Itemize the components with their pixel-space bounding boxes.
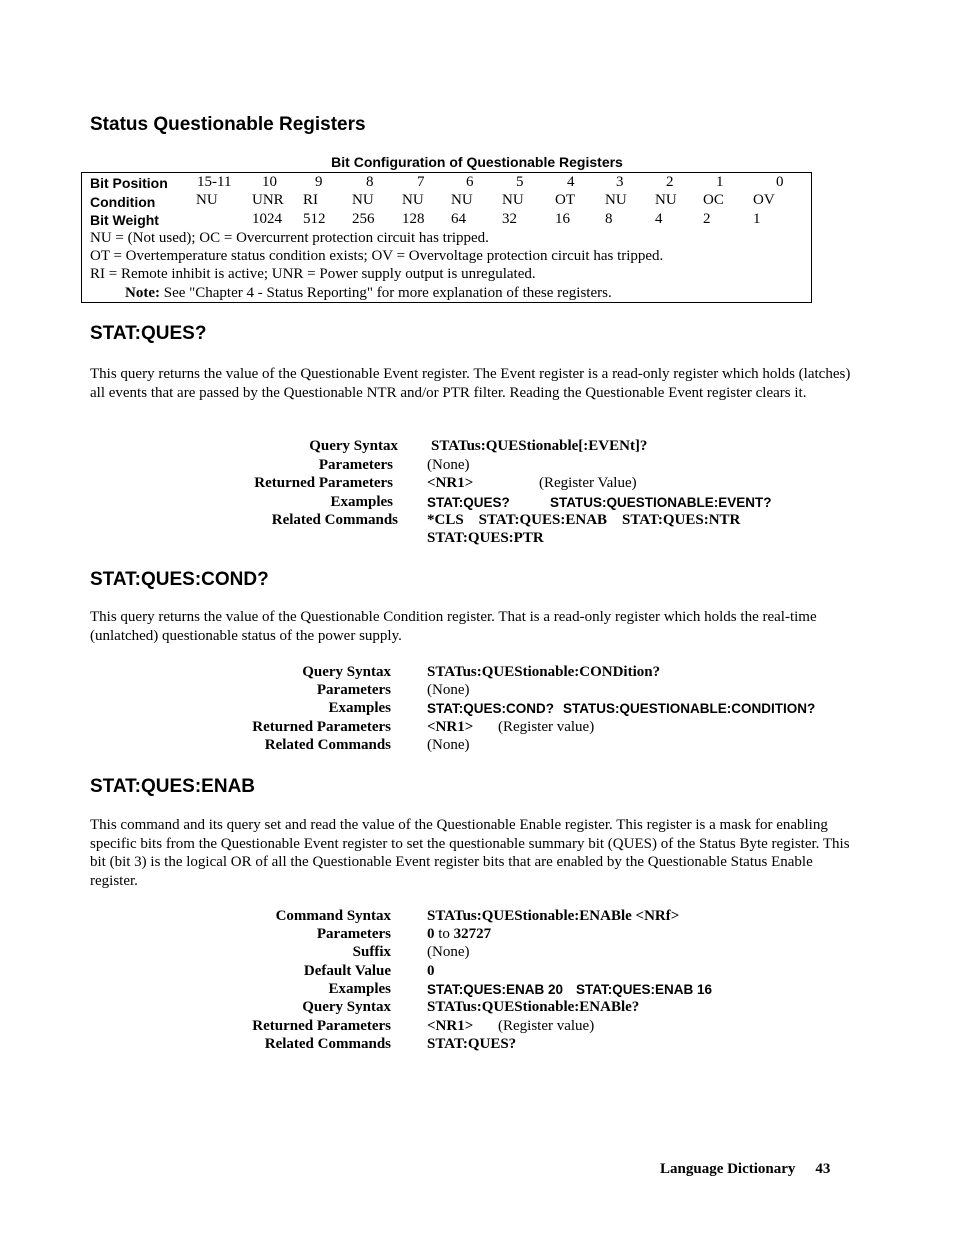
table-note-line: NU = (Not used); OC = Overcurrent protection circuit has tripped. xyxy=(90,230,489,246)
bit-weight-cell: 32 xyxy=(502,211,517,227)
bit-position-cell: 2 xyxy=(666,174,674,190)
condition-cell: NU xyxy=(352,192,374,208)
description-stat-ques-cond: This query returns the value of the Questionable Condition register. That is a read-only register which holds the real-time (unlatched) questionable status of the power supply. xyxy=(90,609,817,644)
value-related-commands: STAT:QUES? xyxy=(427,1036,517,1052)
value-suffix: (None) xyxy=(427,944,470,960)
label-command-syntax: Command Syntax xyxy=(275,908,391,924)
label-parameters: Parameters xyxy=(318,457,393,473)
value-returned-desc: (Register value) xyxy=(498,1018,595,1034)
bit-weight-cell: 256 xyxy=(352,211,375,227)
bit-position-cell: 1 xyxy=(716,174,724,190)
label-returned-parameters: Returned Parameters xyxy=(252,1018,391,1034)
value-default: 0 xyxy=(427,963,435,979)
footer-section: Language Dictionary xyxy=(660,1161,796,1177)
example-1: STAT:QUES:ENAB 20 xyxy=(427,982,564,997)
value-returned-code: <NR1> xyxy=(427,719,474,735)
bit-weight-cell: 8 xyxy=(605,211,613,227)
bit-weight-cell: 1024 xyxy=(252,211,282,227)
value-query-syntax: STATus:QUEStionable:ENABle? xyxy=(427,999,640,1015)
condition-cell: NU xyxy=(402,192,424,208)
param-max: 32727 xyxy=(453,926,492,942)
bit-weight-cell: 512 xyxy=(303,211,326,227)
example-2: STATUS:QUESTIONABLE:CONDITION? xyxy=(563,701,816,716)
bit-position-cell: 3 xyxy=(616,174,624,190)
condition-cell: NU xyxy=(502,192,524,208)
bit-position-cell: 0 xyxy=(776,174,784,190)
bit-weight-cell: 128 xyxy=(402,211,425,227)
value-returned-desc: (Register Value) xyxy=(539,475,637,491)
bit-weight-cell: 4 xyxy=(655,211,663,227)
row-label-bit-weight: Bit Weight xyxy=(90,212,159,228)
bit-position-cell: 5 xyxy=(516,174,524,190)
bit-weight-cell: 1 xyxy=(753,211,761,227)
description-stat-ques: This query returns the value of the Questionable Event register. The Event register is a read-only register which holds (latches) all events that are passed by the Questionable NTR and/or PTR filter. Reading the Questionable Event register clears it. xyxy=(90,366,851,401)
value-parameters: (None) xyxy=(427,682,470,698)
bit-weight-cell: 64 xyxy=(451,211,466,227)
table-note xyxy=(125,285,612,302)
label-parameters: Parameters xyxy=(316,682,391,698)
value-command-syntax: STATus:QUEStionable:ENABle <NRf> xyxy=(427,908,680,924)
param-min: 0 xyxy=(427,926,435,942)
value-related-commands-cont: STAT:QUES:PTR xyxy=(427,530,544,546)
condition-cell: NU xyxy=(605,192,627,208)
label-returned-parameters: Returned Parameters xyxy=(252,719,391,735)
label-query-syntax: Query Syntax xyxy=(309,438,398,454)
bit-position-cell: 15-11 xyxy=(197,174,232,190)
bit-weight-cell: 16 xyxy=(555,211,570,227)
label-returned-parameters: Returned Parameters xyxy=(254,475,393,491)
row-label-bit-position: Bit Position xyxy=(90,175,168,191)
table-note-line: RI = Remote inhibit is active; UNR = Power supply output is unregulated. xyxy=(90,266,536,282)
label-query-syntax: Query Syntax xyxy=(302,664,391,680)
label-related-commands: Related Commands xyxy=(264,737,391,753)
condition-cell: NU xyxy=(196,192,218,208)
row-label-condition: Condition xyxy=(90,194,156,210)
value-returned-desc: (Register value) xyxy=(498,719,595,735)
label-query-syntax: Query Syntax xyxy=(302,999,391,1015)
bit-weight-cell: 2 xyxy=(703,211,711,227)
bit-position-cell: 8 xyxy=(366,174,374,190)
example-1: STAT:QUES? xyxy=(427,495,510,510)
example-2: STAT:QUES:ENAB 16 xyxy=(576,982,713,997)
condition-cell: UNR xyxy=(252,192,284,208)
label-examples: Examples xyxy=(328,981,391,997)
label-parameters: Parameters xyxy=(316,926,391,942)
condition-cell: OT xyxy=(555,192,575,208)
condition-cell: OV xyxy=(753,192,775,208)
condition-cell: OC xyxy=(703,192,724,208)
table-caption: Bit Configuration of Questionable Registers xyxy=(331,154,623,170)
label-examples: Examples xyxy=(330,494,393,510)
page-number: 43 xyxy=(815,1161,831,1177)
heading-stat-ques-enab: STAT:QUES:ENAB xyxy=(90,776,256,797)
heading-stat-ques-cond: STAT:QUES:COND? xyxy=(90,569,269,590)
value-related-commands: *CLS STAT:QUES:ENAB STAT:QUES:NTR xyxy=(427,512,741,528)
bit-position-cell: 7 xyxy=(417,174,425,190)
value-returned-code: <NR1> xyxy=(427,1018,474,1034)
label-suffix: Suffix xyxy=(352,944,391,960)
value-returned-code: <NR1> xyxy=(427,475,474,491)
label-examples: Examples xyxy=(328,700,391,716)
condition-cell: RI xyxy=(303,192,318,208)
example-2: STATUS:QUESTIONABLE:EVENT? xyxy=(550,495,772,510)
label-related-commands: Related Commands xyxy=(271,512,398,528)
bit-position-cell: 6 xyxy=(466,174,474,190)
note-text: See "Chapter 4 - Status Reporting" for more explanation of these registers. xyxy=(163,285,612,301)
param-to: to xyxy=(438,926,450,942)
value-parameters: (None) xyxy=(427,457,470,473)
note-label: Note: xyxy=(125,285,160,301)
description-stat-ques-enab: This command and its query set and read the value of the Questionable Enable register. This register is a mask for enabling specific bits from the Questionable Event register to set the questionable summary bit (QUES) of the Status Byte register. This bit (bit 3) is the logical OR of all the Questionable Event register bits that are enabled by the Questionable Status Enable register. xyxy=(90,817,850,889)
bit-position-cell: 4 xyxy=(567,174,575,190)
bit-position-cell: 9 xyxy=(315,174,323,190)
label-default-value: Default Value xyxy=(303,963,391,979)
condition-cell: NU xyxy=(451,192,473,208)
table-note-line: OT = Overtemperature status condition exists; OV = Overvoltage protection circuit has tripped. xyxy=(90,248,664,264)
value-related-commands: (None) xyxy=(427,737,470,753)
label-related-commands: Related Commands xyxy=(264,1036,391,1052)
condition-cell: NU xyxy=(655,192,677,208)
bit-position-cell: 10 xyxy=(262,174,277,190)
value-query-syntax: STATus:QUEStionable[:EVENt]? xyxy=(431,438,648,454)
value-parameters xyxy=(427,926,491,943)
section-title: Status Questionable Registers xyxy=(90,114,366,135)
heading-stat-ques: STAT:QUES? xyxy=(90,323,207,344)
example-1: STAT:QUES:COND? xyxy=(427,701,554,716)
page-footer xyxy=(660,1161,830,1178)
value-query-syntax: STATus:QUEStionable:CONDition? xyxy=(427,664,661,680)
